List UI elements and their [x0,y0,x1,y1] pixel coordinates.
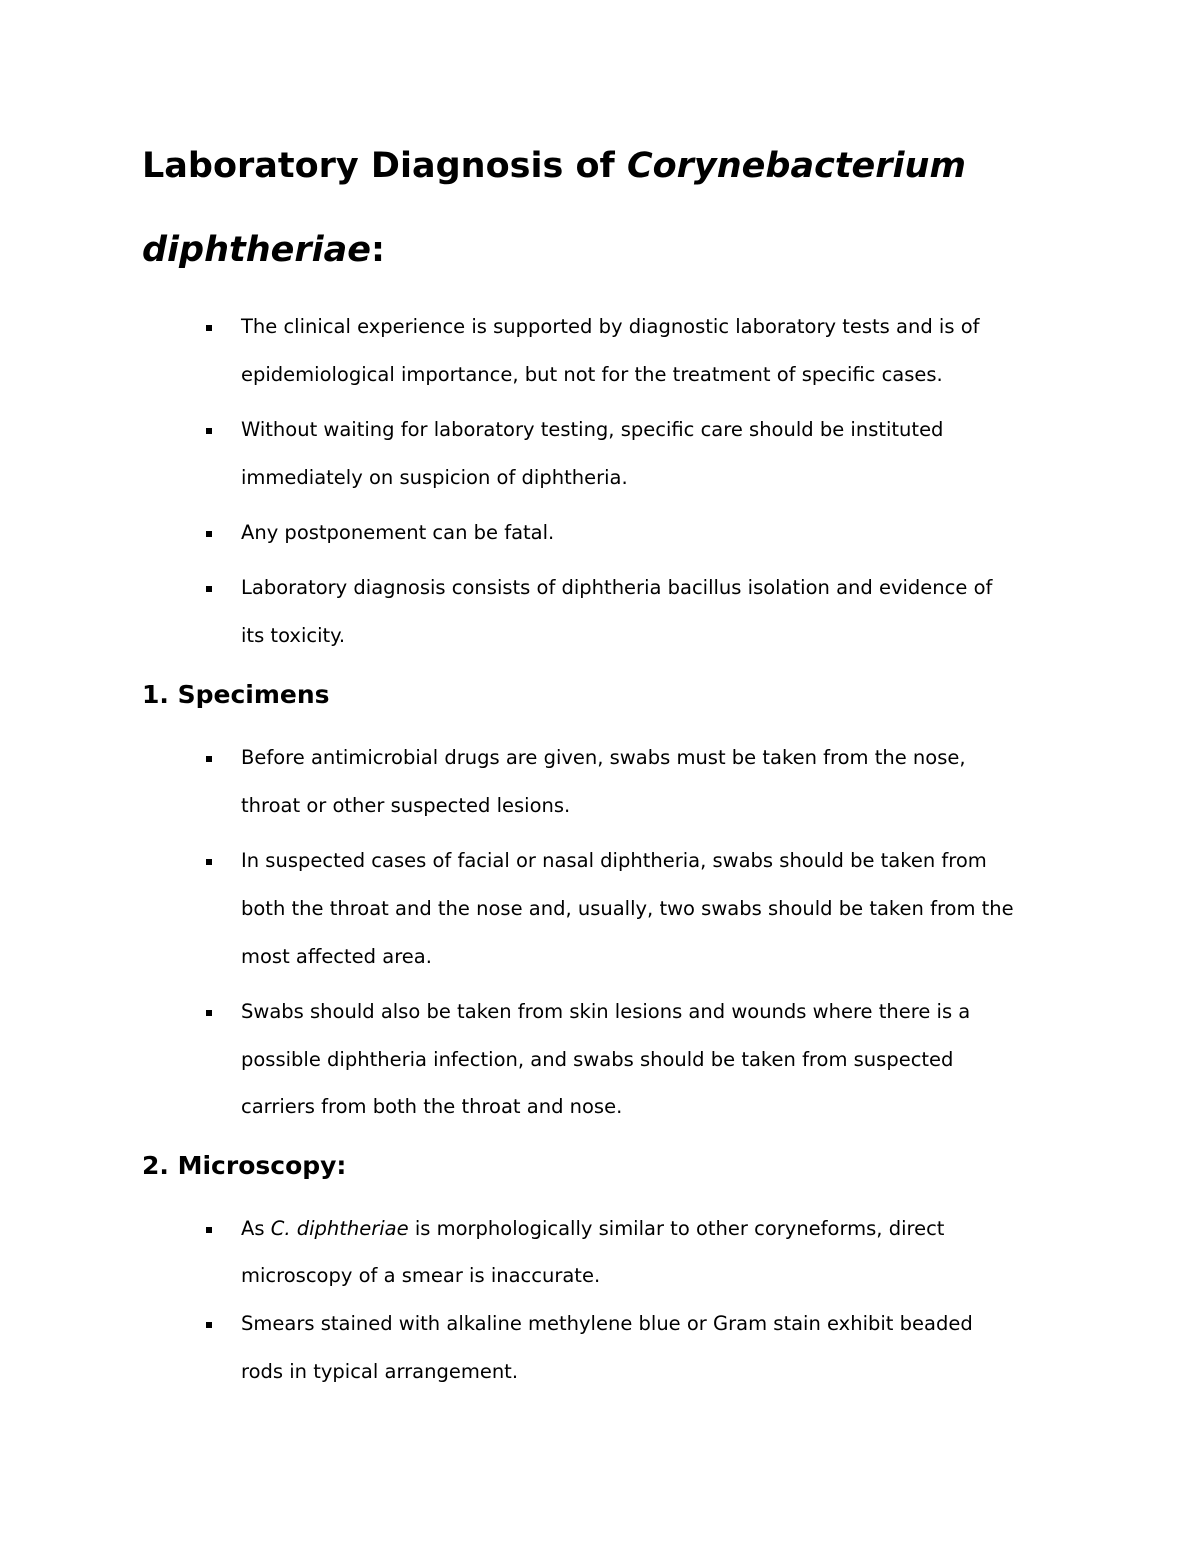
list-item-line: Swabs should also be taken from skin lesions and wounds where there is a [241,1000,971,1023]
list-item-line: throat or other suspected lesions. [241,794,571,817]
bullet-icon [206,859,212,865]
list-item-line: Before antimicrobial drugs are given, swabs must be taken from the nose, [241,746,966,769]
list-item-line: The clinical experience is supported by diagnostic laboratory tests and is of [241,315,980,338]
list-item-line: epidemiological importance, but not for the treatment of specific cases. [241,363,943,386]
species-name-italic: C. diphtheriae [270,1217,409,1240]
title-species: diphtheriae [142,230,372,270]
section-heading-microscopy: 2. Microscopy: [142,1151,347,1180]
list-item-line: both the throat and the nose and, usually, two swabs should be taken from the [241,897,1014,920]
document-title-line-2 [142,230,385,270]
list-item-line: Any postponement can be fatal. [241,521,555,544]
list-item-line: In suspected cases of facial or nasal diphtheria, swabs should be taken from [241,849,987,872]
title-colon: : [371,230,386,270]
list-item-line: Smears stained with alkaline methylene blue or Gram stain exhibit beaded [241,1312,973,1335]
bullet-icon [206,1322,212,1328]
list-item-line: immediately on suspicion of diphtheria. [241,466,628,489]
list-item-line: Laboratory diagnosis consists of diphtheria bacillus isolation and evidence of [241,576,993,599]
text-suffix: is morphologically similar to other coryneforms, direct [408,1217,945,1240]
bullet-icon [206,1227,212,1233]
bullet-icon [206,531,212,537]
bullet-icon [206,586,212,592]
list-item-line: rods in typical arrangement. [241,1360,519,1383]
list-item-line: possible diphtheria infection, and swabs should be taken from suspected [241,1048,954,1071]
section-heading-specimens: 1. Specimens [142,680,330,709]
document-title-line-1 [142,146,966,186]
list-item-line: carriers from both the throat and nose. [241,1095,623,1118]
text-prefix: As [241,1217,271,1240]
list-item-line: Without waiting for laboratory testing, specific care should be instituted [241,418,944,441]
title-text: Laboratory Diagnosis of [142,146,627,186]
list-item-line: its toxicity. [241,624,346,647]
bullet-icon [206,1010,212,1016]
title-genus: Corynebacterium [626,146,966,186]
bullet-icon [206,428,212,434]
list-item-line: microscopy of a smear is inaccurate. [241,1264,601,1287]
bullet-icon [206,756,212,762]
list-item-line [241,1217,944,1241]
list-item-line: most affected area. [241,945,432,968]
bullet-icon [206,325,212,331]
